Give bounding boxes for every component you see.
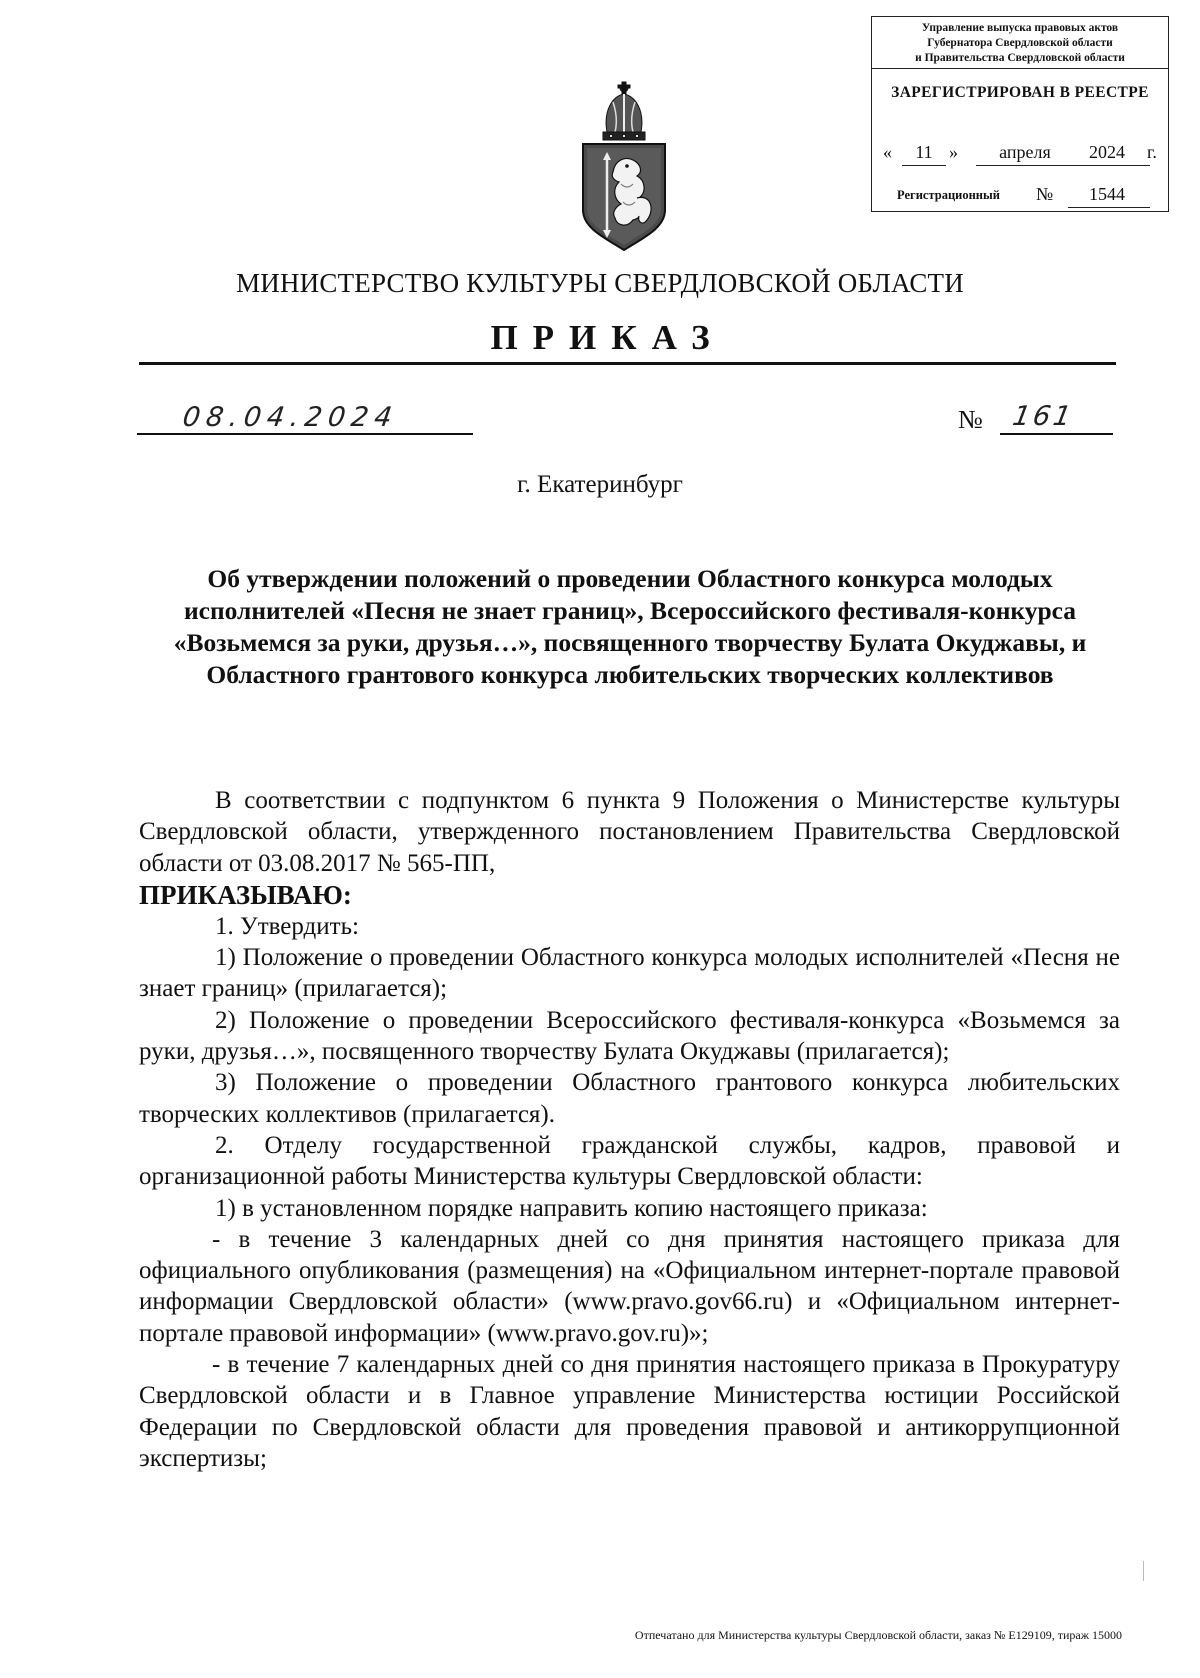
page-corner-mark [1143,1561,1144,1581]
list-item: 2) Положение о проведении Всероссийского фестиваля-конкурса «Возьмемся за руки, друзья…», посвященного творчеству Булата Окуджавы (прилагается); [139,1006,1120,1066]
stamp-year-suffix: г. [1147,142,1157,162]
stamp-month: апреля [999,142,1051,162]
stamp-day-underline [902,165,946,166]
stamp-date [883,142,1162,164]
list-item: 1) в установленном порядке направить копию настоящего приказа: [215,1194,928,1222]
stamp-open-quote: « [883,142,892,162]
stamp-reg-symbol: № [1036,184,1054,204]
stamp-close-quote: » [949,142,958,162]
order-body [139,785,1120,1474]
order-date-underline [137,433,473,435]
order-number-underline [1000,433,1113,435]
stamp-day: 11 [915,142,933,162]
stamp-registered-label: ЗАРЕГИСТРИРОВАН В РЕЕСТРЕ [891,84,1149,101]
stamp-reg-underline [1068,207,1150,208]
document-type: ПРИКАЗ [490,318,725,357]
ministry-name: МИНИСТЕРСТВО КУЛЬТУРЫ СВЕРДЛОВСКОЙ ОБЛАСТИ [236,268,964,298]
order-number: 161 [1010,401,1077,432]
stamp-header: Управление выпуска правовых актов Губернатора Свердловской области и Правительства Свердловской области [872,17,1168,69]
stamp-year: 2024 [1089,142,1125,162]
list-item: - в течение 7 календарных дней со дня принятия настоящего приказа в Прокуратуру Свердловской области и в Главное управление Министерства юстиции Российской Федерации по Свердловской области для проведения правовой и антикоррупционной экспертизы; [139,1351,1120,1472]
list-item: 1) Положение о проведении Областного конкурса молодых исполнителей «Песня не знает границ» (прилагается); [139,944,1120,1003]
list-item: - в течение 3 календарных дней со дня принятия настоящего приказа для официального опубликования (размещения) на «Официальном интернет-портале правовой информации Свердловской области» (www.pravo.gov66.ru) и «Официальном интернет-портале правовой информации» (www.pravo.gov.ru)»; [139,1225,1120,1347]
decree-word: ПРИКАЗЫВАЮ: [139,879,352,910]
city: г. Екатеринбург [517,471,683,498]
list-item: 3) Положение о проведении Областного грантового конкурса любительских творческих коллективов (прилагается). [139,1069,1120,1128]
order-subject: Об утверждении положений о проведении Областного конкурса молодых исполнителей «Песня не знает границ», Всероссийского фестиваля-конкурса «Возьмемся за руки, друзья…», посвященного творчеству Булата Окуджавы, и Областного грантового конкурса любительских творческих коллективов [173,564,1087,689]
registration-stamp [871,16,1169,212]
stamp-reg-label: Регистрационный [897,188,1000,202]
coat-of-arms-icon [577,80,671,252]
print-footer: Отпечатано для Министерства культуры Свердловской области, заказ № Е129109, тираж 15000 [634,1628,1122,1642]
order-number-label: № [958,405,983,434]
list-item: 1. Утвердить: [215,912,359,940]
order-date: 08.04.2024 [180,402,400,433]
stamp-month-year-underline [976,165,1150,166]
list-item: 2. Отделу государственной гражданской службы, кадров, правовой и организационной работы Министерства культуры Свердловской области: [139,1131,1120,1191]
title-rule [139,362,1116,365]
preamble: В соответствии с подпунктом 6 пункта 9 Положения о Министерстве культуры Свердловской области, утвержденного постановлением Правительства Свердловской области от 03.08.2017 № 565-ПП, [139,787,1120,877]
stamp-reg-number: 1544 [1089,184,1125,204]
